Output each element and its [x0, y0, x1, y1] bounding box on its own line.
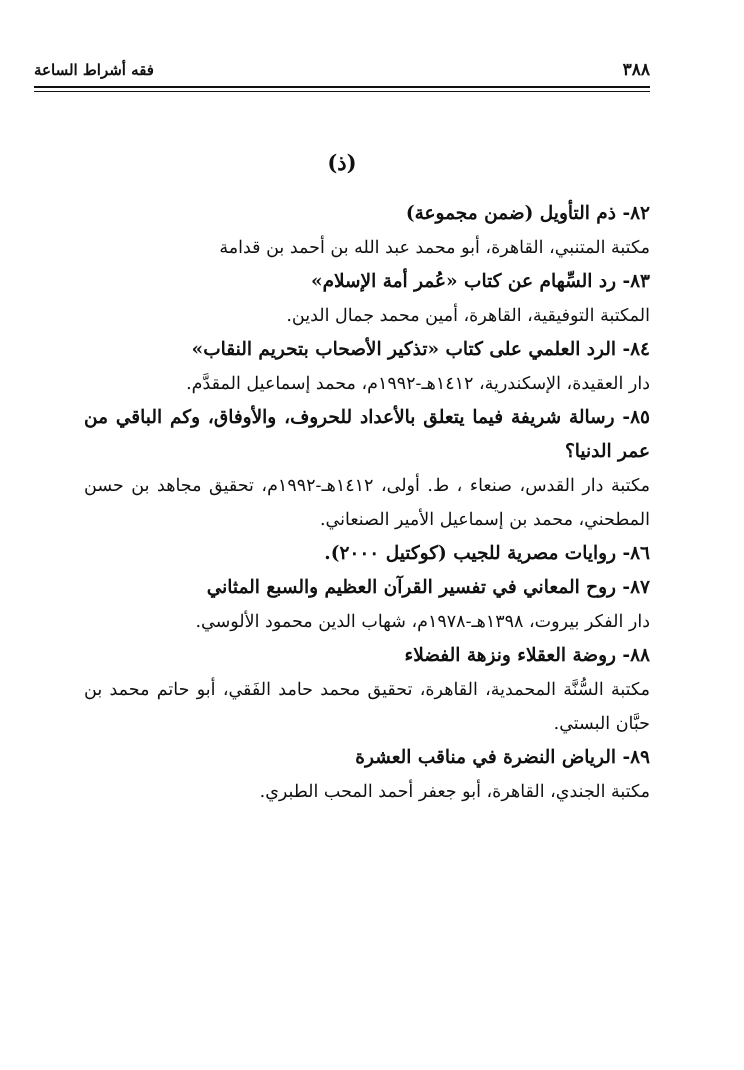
header-rule-thin	[34, 91, 650, 92]
page-number: ٣٨٨	[622, 60, 650, 80]
section-heading: (ذ)	[327, 150, 357, 175]
header-rule-thick	[34, 86, 650, 88]
entry-details: مكتبة السُّنَّة المحمدية، القاهرة، تحقيق محمد حامد الفَقي، أبو حاتم محمد بن حبَّان البستي.	[84, 680, 650, 734]
page-header	[34, 58, 650, 84]
entry-title: ٨٢- ذم التأويل (ضمن مجموعة)	[405, 203, 650, 224]
running-title: فقه أشراط الساعة	[34, 61, 154, 79]
entry-details: مكتبة المتنبي، القاهرة، أبو محمد عبد الله بن أحمد بن قدامة	[219, 238, 650, 258]
entry-details: مكتبة الجندي، القاهرة، أبو جعفر أحمد المحب الطبري.	[259, 782, 650, 802]
entry-title: ٨٩- الرياض النضرة في مناقب العشرة	[355, 747, 650, 768]
entry-details: مكتبة دار القدس، صنعاء ، ط. أولى، ١٤١٢هـ-١٩٩٢م، تحقيق مجاهد بن حسن المطحني، محمد بن إسماعيل الأمير الصنعاني.	[84, 476, 650, 530]
entry-title: ٨٤- الرد العلمي على كتاب «تذكير الأصحاب بتحريم النقاب»	[191, 339, 650, 360]
entry-details: المكتبة التوفيقية، القاهرة، أمين محمد جمال الدين.	[286, 306, 650, 326]
entry-details: دار الفكر بيروت، ١٣٩٨هـ-١٩٧٨م، شهاب الدين محمود الألوسي.	[195, 612, 650, 632]
bibliography-list	[84, 197, 650, 809]
entry-title: ٨٦- روايات مصرية للجيب (كوكتيل ٢٠٠٠).	[324, 543, 650, 564]
entry-title: ٨٥- رسالة شريفة فيما يتعلق بالأعداد للحروف، والأوفاق، وكم الباقي من عمر الدنيا؟	[84, 407, 650, 462]
entry-title: ٨٨- روضة العقلاء ونزهة الفضلاء	[404, 645, 650, 666]
entry-title: ٨٣- رد السِّهام عن كتاب «عُمر أمة الإسلام»	[311, 271, 650, 292]
entry-details: دار العقيدة، الإسكندرية، ١٤١٢هـ-١٩٩٢م، محمد إسماعيل المقدَّم.	[186, 374, 650, 394]
entry-title: ٨٧- روح المعاني في تفسير القرآن العظيم والسبع المثاني	[206, 577, 650, 598]
